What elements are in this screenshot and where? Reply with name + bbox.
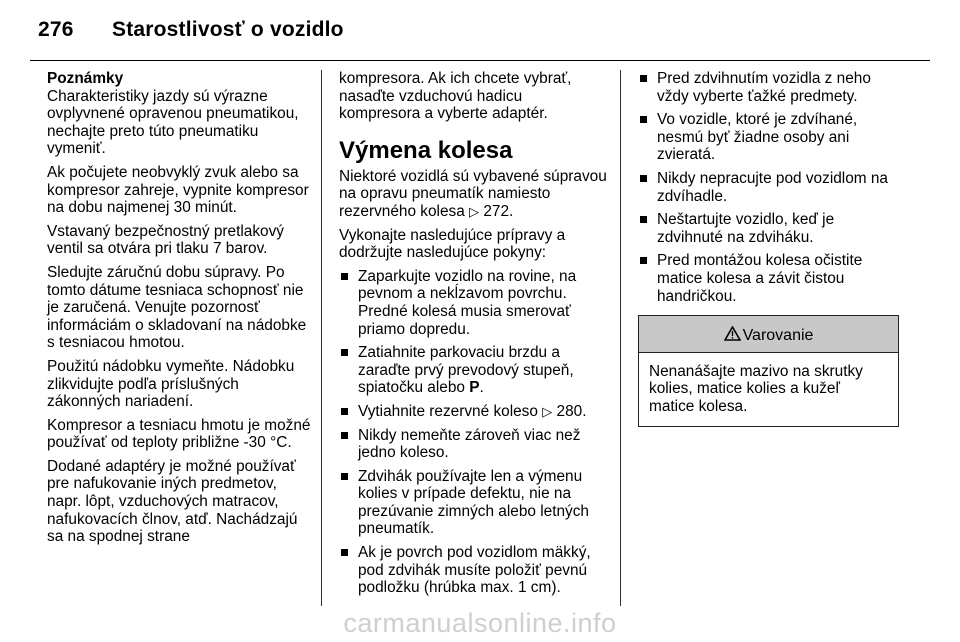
paragraph: Sledujte záručnú dobu súpravy. Po tomto dátume tesniaca schopnosť nie je zaručená. Venujte pozornosť informáciám o skladovaní na nádobke s tesniacou hmotou.: [47, 263, 307, 352]
paragraph: kompresora. Ak ich chcete vybrať, nasaďte vzduchovú hadicu kompresora a vyberte adaptér.: [339, 70, 572, 123]
column-middle: [339, 70, 607, 603]
list-item: Zatiahnite parkovaciu brzdu a zaraďte prvý prevodový stupeň, spiatočku alebo P.: [339, 344, 607, 397]
list-item: Ak je povrch pod vozidlom mäkký, pod zdvihák musíte položiť pevnú podložku (hrúbka max. 1 cm).: [339, 544, 607, 597]
list-item: Zdvihák používajte len a výmenu kolies v prípade defektu, nie na prezúvanie zimných alebo letných pneumatík.: [339, 468, 607, 538]
page-number: 276: [38, 18, 74, 41]
warning-header: [639, 316, 898, 353]
bullet-square-icon: [341, 473, 348, 480]
list-item: Vo vozidle, ktoré je zdvíhané, nesmú byť žiadne osoby ani zvieratá.: [638, 111, 903, 164]
column-divider-2: [620, 70, 621, 606]
column-divider-1: [321, 70, 322, 606]
bullet-square-icon: [640, 175, 647, 182]
warning-triangle-icon: [724, 326, 741, 341]
paragraph: [339, 168, 607, 221]
page-reference: 272.: [483, 202, 514, 220]
paragraph: Vykonajte nasledujúce prípravy a dodržujte nasledujúce pokyny:: [339, 226, 566, 262]
bullet-square-icon: [640, 75, 647, 82]
warning-box: [638, 315, 899, 426]
section-title: Výmena kolesa: [339, 136, 513, 164]
bullet-square-icon: [341, 432, 348, 439]
bullet-square-icon: [640, 257, 647, 264]
paragraph: Ak počujete neobvyklý zvuk alebo sa kompresor zahreje, vypnite kompresor na dobu najmenej 30 minút.: [47, 163, 309, 217]
warning-title: Varovanie: [742, 327, 814, 345]
bullet-square-icon: [341, 408, 348, 415]
bullet-square-icon: [640, 216, 647, 223]
watermark: carmanualsonline.info: [343, 608, 617, 638]
intro-text: Niektoré vozidlá sú vybavené súpravou na opravu pneumatík namiesto rezervného kolesa: [339, 167, 607, 220]
paragraph: Použitú nádobku vymeňte. Nádobku zlikvidujte podľa príslušných zákonných nariadení.: [47, 357, 295, 411]
bullet-square-icon: [341, 273, 348, 280]
column-left: [47, 70, 315, 552]
list-item: Vytiahnite rezervné koleso ▷ 280.: [339, 403, 607, 421]
arrow-reference-icon: ▷: [542, 403, 553, 419]
gear-p-label: P: [469, 379, 480, 397]
list-item: Pred zdvihnutím vozidla z neho vždy vyberte ťažké predmety.: [638, 70, 903, 105]
page-title: Starostlivosť o vozidlo: [112, 18, 344, 41]
paragraph: Dodané adaptéry je možné používať pre nafukovanie iných predmetov, napr. lôpt, vzduchových matracov, nafukovacích člnov, atď. Nachádzajú sa na spodnej strane: [47, 457, 298, 546]
list-item: Nikdy nepracujte pod vozidlom na zdvíhadle.: [638, 170, 903, 205]
list-item: Zaparkujte vozidlo na rovine, na pevnom a nekĺzavom povrchu. Predné kolesá musia smerovať priamo dopredu.: [339, 268, 607, 338]
page-header: [38, 18, 344, 42]
page-reference: 280.: [556, 402, 587, 420]
bullet-square-icon: [341, 349, 348, 356]
paragraph: Charakteristiky jazdy sú výrazne ovplyvnené opravenou pneumatikou, nechajte preto túto pneumatiku vymeniť.: [47, 87, 299, 158]
bullet-square-icon: [640, 116, 647, 123]
warning-text: Nenanášajte mazivo na skrutky kolies, matice kolies a kužeľ matice kolesa.: [649, 362, 863, 415]
bullet-square-icon: [341, 549, 348, 556]
list-item: Nikdy nemeňte zároveň viac než jedno koleso.: [339, 427, 607, 462]
header-rule: [30, 60, 930, 61]
paragraph: Kompresor a tesniacu hmotu je možné používať od teploty približne -30 °C.: [47, 416, 311, 452]
instruction-list: [638, 70, 903, 305]
column-right: [638, 70, 903, 427]
instruction-list: [339, 268, 607, 597]
note-title: Poznámky: [47, 70, 124, 87]
list-item: Neštartujte vozidlo, keď je zdvihnuté na zdviháku.: [638, 211, 903, 246]
list-item: Pred montážou kolesa očistite matice kolesa a závit čistou handričkou.: [638, 252, 903, 305]
paragraph: Vstavaný bezpečnostný pretlakový ventil sa otvára pri tlaku 7 barov.: [47, 222, 284, 258]
arrow-reference-icon: ▷: [469, 203, 480, 219]
